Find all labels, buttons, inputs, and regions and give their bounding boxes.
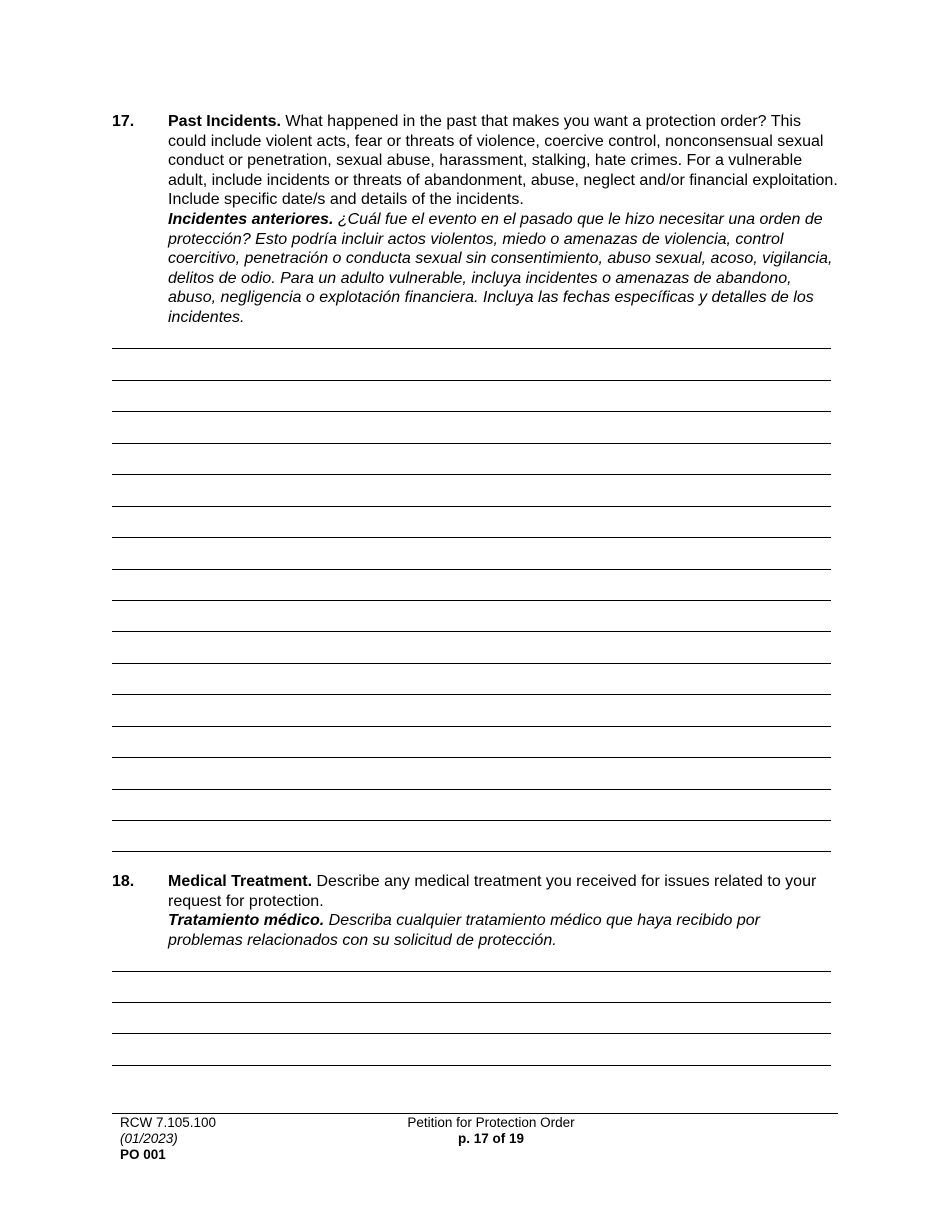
answer-line[interactable] (112, 600, 831, 601)
answer-line[interactable] (112, 348, 831, 349)
section-17 (112, 112, 838, 328)
footer-form-code: PO 001 (120, 1147, 166, 1162)
answer-line[interactable] (112, 631, 831, 632)
section-number: 17. (112, 113, 135, 130)
answer-line[interactable] (112, 971, 831, 972)
answer-line[interactable] (112, 1065, 831, 1066)
section-number: 18. (112, 873, 135, 890)
section-text-spanish (168, 211, 832, 326)
section-instructions (168, 112, 838, 328)
section-title: Medical Treatment. (168, 873, 313, 890)
answer-line[interactable] (112, 569, 831, 570)
answer-line[interactable] (112, 726, 831, 727)
section-title: Past Incidents. (168, 113, 281, 130)
answer-line[interactable] (112, 537, 831, 538)
answer-line[interactable] (112, 789, 831, 790)
answer-line[interactable] (112, 851, 831, 852)
section-18 (112, 872, 838, 950)
answer-line[interactable] (112, 757, 831, 758)
footer-form-title: Petition for Protection Order (407, 1115, 575, 1130)
answer-line[interactable] (112, 694, 831, 695)
footer-revision: (01/2023) (120, 1131, 178, 1146)
section-title-spanish: Tratamiento médico. (168, 912, 325, 930)
footer-page-number: p. 17 of 19 (457, 1131, 525, 1146)
section-body-spanish: ¿Cuál fue el evento en el pasado que le hizo necesitar una orden de protección? Esto podría incluir actos violentos, miedo o amenazas de violencia, control coercitivo, penetración o conducta sexual sin consentimiento, abuso sexual, acoso, vigilancia, delitos de odio. Para un adulto vulnerable, incluya incidentes o amenazas de abandono, abuso, negligencia o explotación financiera. Incluya las fechas específicas y detalles de los incidentes. (168, 210, 833, 326)
answer-line[interactable] (112, 1002, 831, 1003)
section-instructions (168, 872, 838, 950)
footer-statute: RCW 7.105.100 (120, 1115, 217, 1130)
answer-line[interactable] (112, 380, 831, 381)
footer-divider (112, 1113, 838, 1114)
footer-center (360, 1115, 622, 1147)
section-text: Describe any medical treatment you received for issues related to your request for protection. (168, 873, 817, 910)
answer-line[interactable] (112, 820, 831, 821)
section-text-spanish (168, 912, 760, 949)
answer-line[interactable] (112, 411, 831, 412)
answer-line[interactable] (112, 506, 831, 507)
section-text: What happened in the past that makes you want a protection order? This could include violent acts, fear or threats of violence, coercive control, nonconsensual sexual conduct or penetration, sexual abuse, harassment, stalking, hate crimes. For a vulnerable adult, include incidents or threats of abandonment, abuse, neglect and/or financial exploitation. Include specific date/s and details of the incidents. (168, 113, 838, 209)
answer-line[interactable] (112, 474, 831, 475)
section-body-spanish: Describa cualquier tratamiento médico que haya recibido por problemas relacionados con su solicitud de protección. (168, 912, 760, 949)
answer-line[interactable] (112, 663, 831, 664)
answer-line[interactable] (112, 1033, 831, 1034)
section-title-spanish: Incidentes anteriores. (168, 210, 334, 228)
answer-line[interactable] (112, 443, 831, 444)
footer-left (120, 1115, 216, 1163)
